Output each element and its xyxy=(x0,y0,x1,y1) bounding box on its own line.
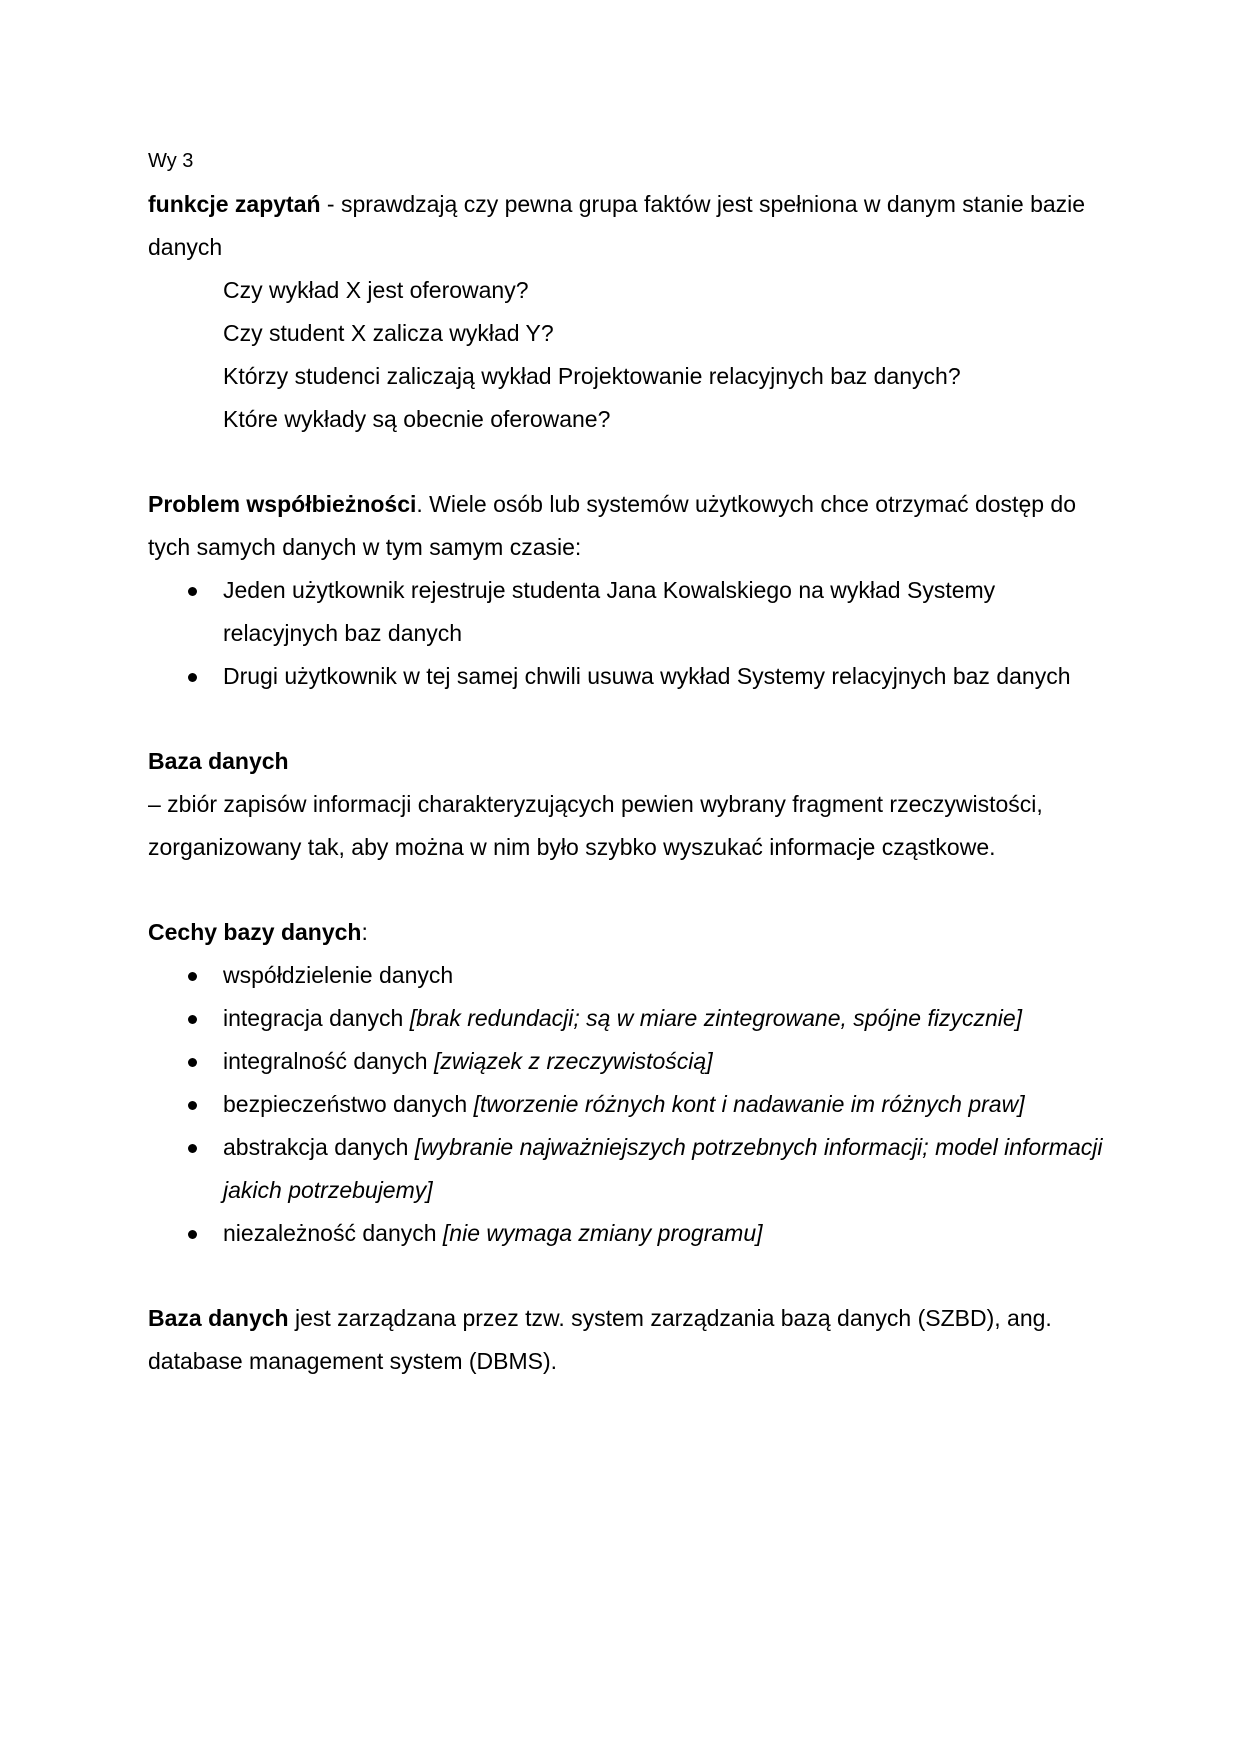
spacer xyxy=(148,698,1108,740)
feature-note: [związek z rzeczywistością] xyxy=(433,1048,713,1074)
bullet-item: Drugi użytkownik w tej samej chwili usuwa wykład Systemy relacyjnych baz danych xyxy=(148,655,1108,698)
feature-note: [tworzenie różnych kont i nadawanie im różnych praw] xyxy=(473,1091,1025,1117)
query-functions-term: funkcje zapytań xyxy=(148,191,321,217)
feature-label: bezpieczeństwo danych xyxy=(223,1091,474,1117)
features-heading-text: Cechy bazy danych xyxy=(148,919,362,945)
feature-label: niezależność danych xyxy=(223,1220,443,1246)
database-heading-text: Baza danych xyxy=(148,748,289,774)
query-functions-definition: - sprawdzają czy pewna grupa faktów jest spełniona w danym stanie bazie danych xyxy=(148,191,1086,260)
query-functions-paragraph xyxy=(148,183,1108,269)
features-bullet-list xyxy=(148,954,1108,1255)
concurrency-bullet-list xyxy=(148,569,1108,698)
feature-item xyxy=(148,1083,1108,1126)
spacer xyxy=(148,869,1108,911)
dbms-text: jest zarządzana przez tzw. system zarządzania bazą danych (SZBD), ang. database management system (DBMS). xyxy=(148,1305,1052,1374)
question-item: Czy student X zalicza wykład Y? xyxy=(223,320,554,346)
feature-label: integralność danych xyxy=(223,1048,434,1074)
feature-item xyxy=(148,1212,1108,1255)
question-list xyxy=(148,269,1108,441)
spacer xyxy=(148,441,1108,483)
feature-item xyxy=(148,1040,1108,1083)
concurrency-paragraph xyxy=(148,483,1108,569)
features-heading xyxy=(148,911,1108,954)
question-item: Czy wykład X jest oferowany? xyxy=(223,277,529,303)
feature-note: [nie wymaga zmiany programu] xyxy=(442,1220,763,1246)
concurrency-term: Problem współbieżności xyxy=(148,491,417,517)
feature-item xyxy=(148,997,1108,1040)
feature-label: integracja danych xyxy=(223,1005,410,1031)
dbms-paragraph xyxy=(148,1297,1108,1383)
dbms-term: Baza danych xyxy=(148,1305,289,1331)
feature-note: [brak redundacji; są w miare zintegrowane, spójne fizycznie] xyxy=(409,1005,1023,1031)
feature-label: abstrakcja danych xyxy=(223,1134,415,1160)
feature-note: [wybranie najważniejszych potrzebnych informacji; model informacji jakich potrzebujemy] xyxy=(223,1134,1103,1203)
feature-item xyxy=(148,1126,1108,1212)
question-item: Które wykłady są obecnie oferowane? xyxy=(223,406,611,432)
spacer xyxy=(148,1255,1108,1297)
question-item: Którzy studenci zaliczają wykład Projektowanie relacyjnych baz danych? xyxy=(223,363,961,389)
feature-label: współdzielenie danych xyxy=(223,962,454,988)
concurrency-text: . Wiele osób lub systemów użytkowych chce otrzymać dostęp do tych samych danych w tym samym czasie: xyxy=(148,491,1077,560)
bullet-item: Jeden użytkownik rejestruje studenta Jana Kowalskiego na wykład Systemy relacyjnych baz danych xyxy=(148,569,1108,655)
feature-item xyxy=(148,954,1108,997)
database-heading xyxy=(148,740,1108,783)
page-title: Wy 3 xyxy=(148,150,194,172)
document-content xyxy=(148,140,1108,1383)
features-heading-colon: : xyxy=(361,919,368,945)
database-definition: – zbiór zapisów informacji charakteryzujących pewien wybrany fragment rzeczywistości, zorganizowany tak, aby można w nim było szybko wyszukać informacje cząstkowe. xyxy=(148,791,1043,860)
